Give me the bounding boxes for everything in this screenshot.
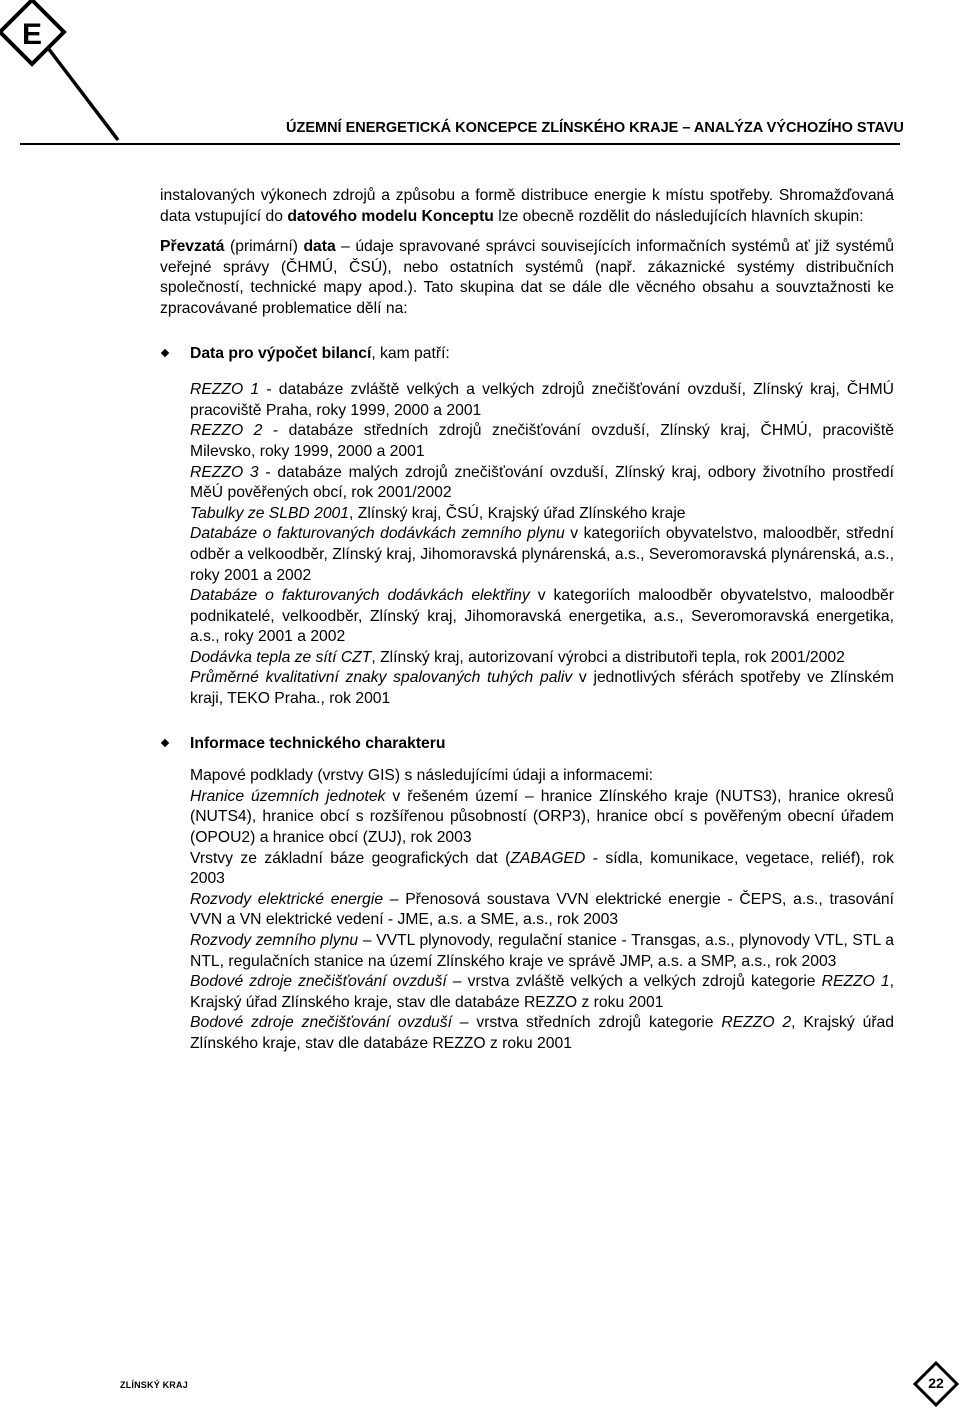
list-item: Dodávka tepla ze sítí CZT, Zlínský kraj, autorizovaní výrobci a distributoři tepla, rok 2001/2002 — [190, 648, 845, 666]
list-item: Vrstvy ze základní báze geografických dat (ZABAGED - sídla, komunikace, vegetace, reliéf), rok 2003 — [190, 849, 895, 888]
section-technical-information — [160, 734, 894, 1055]
list-item: REZZO 2 - databáze středních zdrojů znečišťování ovzduší, Zlínský kraj, ČHMÚ, pracoviště Milevsko, roky 1999, 2000 a 2001 — [190, 422, 894, 460]
diamond-bullet-icon — [161, 348, 169, 356]
list-item: REZZO 1 - databáze zvláště velkých a velkých zdrojů znečišťování ovzduší, Zlínský kraj, ČHMÚ pracoviště Praha, roky 1999, 2000 a 2001 — [190, 381, 894, 419]
page-number-badge — [913, 1361, 959, 1407]
section-data-for-balances — [160, 344, 894, 710]
section-title: Data pro výpočet bilancí, kam patří: — [190, 344, 450, 362]
logo — [0, 0, 120, 150]
list-item: Rozvody zemního plynu – VVTL plynovody, regulační stanice - Transgas, a.s., plynovody VTL, STL a NTL, regulačních stanice na území Zlínského kraje ve správě JMP, a.s. a SMP, a.s., rok 2003 — [190, 932, 894, 970]
list-item: Databáze o fakturovaných dodávkách zemního plynu v kategoriích obyvatelstvo, maloodběr, střední odběr a velkoodběr, Zlínský kraj, Jihomoravská plynárenská, a.s., Severomoravská plynárenská, a.s., roky 2001 a 2002 — [190, 525, 894, 584]
list-item: Průměrné kvalitativní znaky spalovaných tuhých paliv v jednotlivých sférách spotřeby ve Zlínském kraji, TEKO Praha., rok 2001 — [190, 669, 894, 708]
list-item: Hranice územních jednotek v řešeném území – hranice Zlínského kraje (NUTS3), hranice okresů (NUTS4), hranice obcí s rozšířenou působností (ORP3), hranice obcí s pověřeným obecní úřadem (OPOU2) a hranice obcí (ZUJ), rok 2003 — [190, 787, 894, 847]
list-item: Rozvody elektrické energie – Přenosová soustava VVN elektrické energie - ČEPS, a.s., trasování VVN a VN elektrické vedení - JME, a.s. a SME, a.s., rok 2003 — [190, 890, 895, 929]
list-item: REZZO 3 - databáze malých zdrojů znečišťování ovzduší, Zlínský kraj, odbory životního prostředí MěÚ pověřených obcí, rok 2001/2002 — [190, 463, 894, 502]
logo-emblem-icon — [0, 0, 120, 150]
intro-paragraph-2: Převzatá (primární) data – údaje spravované správci souvisejících informačních systémů ať již systémů veřejné správy (ČHMÚ, ČSÚ), nebo ostatních systémů (např. zákaznické systémy distribučních společností, technické mapy apod.). Tato skupina dat se dále dle věcného obsahu a souvztažnosti ke zpracovávané problematice dělí na: — [160, 238, 894, 317]
footer-region-label: ZLÍNSKÝ KRAJ — [120, 1380, 188, 1390]
header-divider — [20, 143, 900, 145]
list-item: Bodové zdroje znečišťování ovzduší – vrstva zvláště velkých a velkých zdrojů kategorie REZZO 1, Krajský úřad Zlínského kraje, stav dle databáze REZZO z roku 2001 — [190, 973, 894, 1011]
list-item: Databáze o fakturovaných dodávkách elektřiny v kategoriích maloodběr obyvatelstvo, maloodběr podnikatelé, velkoodběr, Zlínský kraj, Jihomoravská energetika, a.s., Severomoravská energetika, a.s., roky 2001 a 2002 — [190, 587, 894, 646]
list-item: Tabulky ze SLBD 2001, Zlínský kraj, ČSÚ, Krajský úřad Zlínského kraje — [190, 504, 686, 522]
intro-paragraph-1: instalovaných výkonech zdrojů a způsobu a formě distribuce energie k místu spotřeby. Shromažďovaná data vstupující do datového modelu Konceptu lze obecně rozdělit do následujících hlavních skupin: — [160, 187, 894, 225]
document-body — [160, 186, 894, 1055]
page-header-title: ÚZEMNÍ ENERGETICKÁ KONCEPCE ZLÍNSKÉHO KRAJE – ANALÝZA VÝCHOZÍHO STAVU — [286, 120, 904, 136]
section-lead: Mapové podklady (vrstvy GIS) s následujícími údaji a informacemi: — [190, 767, 653, 785]
list-item: Bodové zdroje znečišťování ovzduší – vrstva středních zdrojů kategorie REZZO 2, Krajský úřad Zlínského kraje, stav dle databáze REZZO z roku 2001 — [190, 1014, 894, 1052]
diamond-bullet-icon — [161, 738, 169, 746]
page-number: 22 — [928, 1375, 944, 1391]
section-title: Informace technického charakteru — [190, 734, 446, 752]
logo-letter: E — [21, 18, 43, 51]
